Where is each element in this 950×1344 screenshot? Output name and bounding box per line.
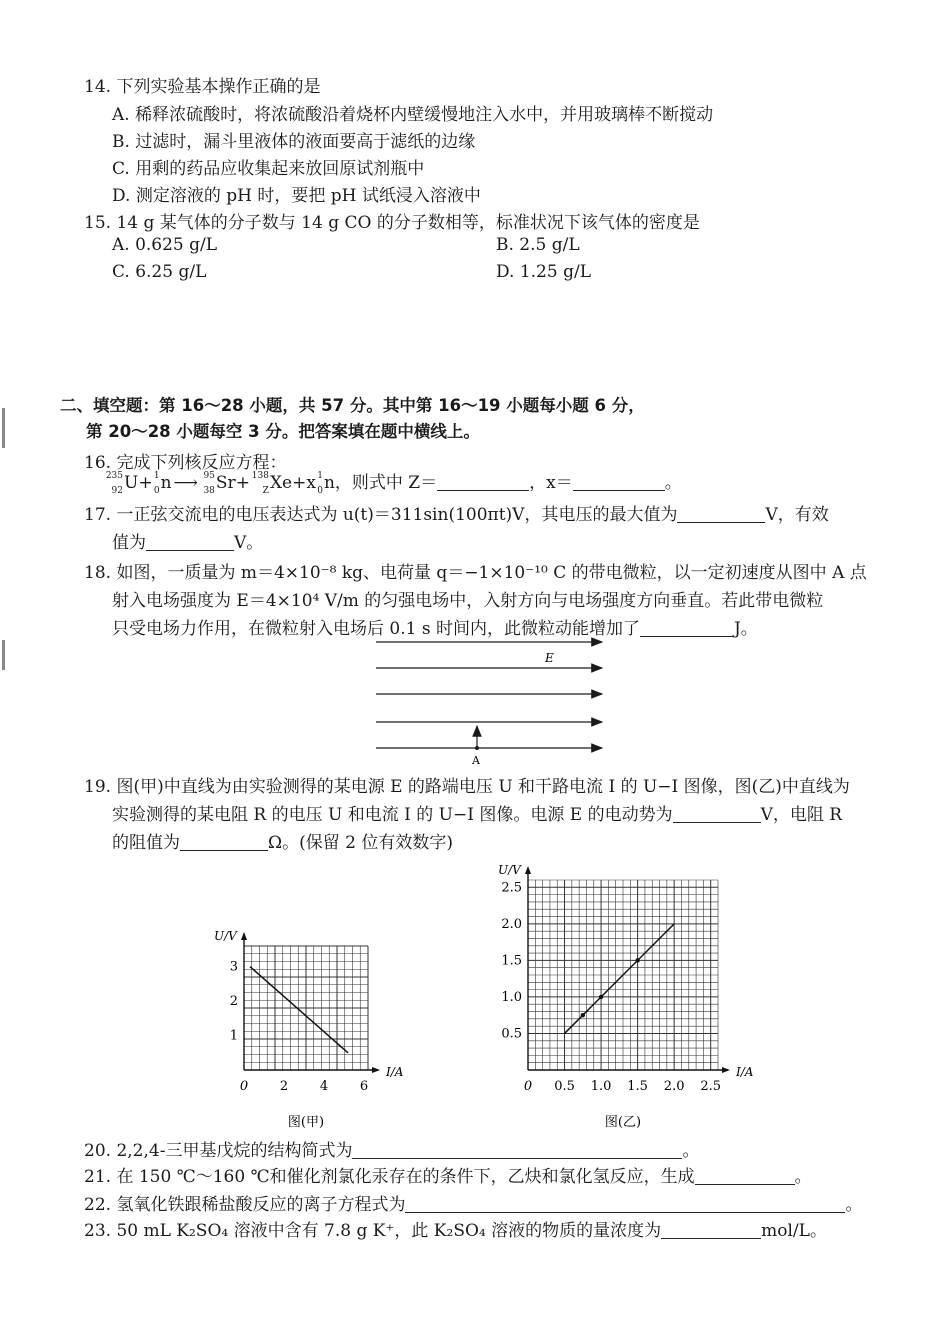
- y-tick-label: 2.0: [501, 916, 522, 932]
- q19-line2: 实验测得的某电阻 R 的电压 U 和电流 I 的 U−I 图像。电源 E 的电动势为 V，电阻 R: [112, 805, 843, 825]
- x-tick-label: 4: [319, 1079, 329, 1094]
- chart-caption: 图(甲): [287, 1115, 325, 1130]
- point-label-a: A: [472, 754, 480, 767]
- scan-edge-mark: [2, 408, 5, 448]
- q14-option-d: D. 测定溶液的 pH 时，要把 pH 试纸浸入溶液中: [112, 186, 481, 206]
- q14-option-a: A. 稀释浓硫酸时，将浓硫酸沿着烧杯内壁缓慢地注入水中，并用玻璃棒不断搅动: [112, 105, 714, 125]
- answer-blank-product[interactable]: [695, 1166, 795, 1185]
- x-tick-label: 0.5: [554, 1079, 575, 1094]
- y-tick-label: 1.5: [501, 953, 522, 969]
- y-tick-label: 3: [229, 959, 238, 975]
- x-tick-label: 1.5: [627, 1079, 648, 1094]
- sr-nucleon-numbers: 95 38: [203, 470, 215, 496]
- data-point: [599, 995, 603, 999]
- q17-line1: 17. 一正弦交流电的电压表达式为 u(t)＝311sin(100πt)V，其电压的最大值为 V，有效: [84, 505, 829, 525]
- y-tick-label: 1.0: [501, 989, 522, 1005]
- q15-option-a: A. 0.625 g/L: [112, 235, 218, 255]
- y-tick-label: 1: [229, 1028, 238, 1044]
- answer-blank-emf[interactable]: [673, 804, 761, 823]
- series-line: [250, 967, 348, 1053]
- series-line: [565, 924, 675, 1034]
- answer-blank-x[interactable]: [573, 472, 665, 491]
- x-tick-label: 0: [523, 1079, 533, 1094]
- section2-heading-line1: 二、填空题：第 16～28 小题，共 57 分。其中第 16～19 小题每小题 6 分，: [60, 396, 645, 415]
- answer-blank-ionic-equation[interactable]: [405, 1194, 845, 1213]
- q18-line3: 只受电场力作用，在微粒射入电场后 0.1 s 时间内，此微粒动能增加了 J。: [112, 619, 758, 639]
- answer-blank-structure[interactable]: [352, 1140, 682, 1159]
- q17-line2: 值为 V。: [112, 533, 264, 553]
- y-tick-label: 0.5: [501, 1026, 522, 1042]
- x-tick-label: 6: [359, 1079, 369, 1094]
- x-tick-label: 2.0: [663, 1079, 685, 1094]
- n-nucleon-numbers: 1 0: [153, 470, 160, 496]
- answer-blank-kinetic-energy[interactable]: [640, 618, 734, 637]
- q14-option-c: C. 用剩的药品应收集起来放回原试剂瓶中: [112, 159, 425, 179]
- x-axis-arrow: [372, 1067, 380, 1073]
- chart-jia: [200, 920, 404, 1134]
- u-nucleon-numbers: 235 92: [105, 470, 123, 496]
- q15-stem: 15. 14 g 某气体的分子数与 14 g CO 的分子数相等，标准状况下该气体的密度是: [84, 213, 700, 233]
- q18-line2: 射入电场强度为 E＝4×10⁴ V/m 的匀强电场中，入射方向与电场强度方向垂直。若此带电微粒: [112, 591, 824, 611]
- field-label-e: E: [545, 651, 554, 665]
- answer-blank-rms-voltage[interactable]: [146, 532, 234, 551]
- q16-equation: 235 92 U+ 1 0 n ⟶ 95 38 Sr+ 138 Z Xe+x 1 0 n，则式中 Z＝ ，x＝ 。: [105, 470, 682, 496]
- answer-blank-concentration[interactable]: [661, 1220, 761, 1239]
- data-point: [581, 1013, 585, 1017]
- x-tick-label: 1.0: [590, 1079, 612, 1094]
- y-tick-label: 2.5: [501, 880, 522, 896]
- q15-option-d: D. 1.25 g/L: [496, 262, 591, 282]
- x-tick-label: 2.5: [700, 1079, 722, 1094]
- y-axis-arrow: [525, 866, 531, 874]
- reaction-arrow: ⟶: [173, 473, 198, 493]
- section2-heading-line2: 第 20～28 小题每空 3 分。把答案填在题中横线上。: [86, 422, 480, 441]
- x-tick-label: 2: [279, 1079, 289, 1094]
- answer-blank-resistance[interactable]: [180, 832, 268, 851]
- xe-nucleon-numbers: 138 Z: [251, 470, 269, 496]
- answer-blank-z[interactable]: [437, 472, 529, 491]
- q18-line1: 18. 如图，一质量为 m＝4×10⁻⁸ kg、电荷量 q＝−1×10⁻¹⁰ C 的带电微粒，以一定初速度从图中 A 点: [84, 563, 867, 583]
- point-a: [475, 746, 479, 750]
- chart-caption: 图(乙): [604, 1115, 642, 1130]
- q16-stem: 16. 完成下列核反应方程：: [84, 453, 287, 473]
- q15-option-c: C. 6.25 g/L: [112, 262, 207, 282]
- y-axis-arrow: [241, 932, 247, 940]
- q15-option-b: B. 2.5 g/L: [496, 235, 580, 255]
- q14-option-b: B. 过滤时，漏斗里液体的液面要高于滤纸的边缘: [112, 132, 476, 152]
- data-point: [635, 958, 639, 962]
- q14-stem: 14. 下列实验基本操作正确的是: [84, 77, 321, 97]
- chart-yi: [488, 850, 778, 1134]
- q19-line1: 19. 图(甲)中直线为由实验测得的某电源 E 的路端电压 U 和干路电流 I 的 U−I 图像，图(乙)中直线为: [84, 777, 850, 797]
- q21: 21. 在 150 ℃～160 ℃和催化剂氯化汞存在的条件下，乙炔和氯化氢反应，生成 。: [84, 1167, 812, 1187]
- x-axis-label: I/A: [736, 1065, 754, 1079]
- y-tick-label: 2: [229, 994, 238, 1010]
- q23: 23. 50 mL K₂SO₄ 溶液中含有 7.8 g K⁺，此 K₂SO₄ 溶液的物质的量浓度为 mol/L。: [84, 1221, 827, 1241]
- n2-nucleon-numbers: 1 0: [317, 470, 323, 496]
- y-axis-label: U/V: [214, 929, 237, 943]
- q20: 20. 2,2,4-三甲基戊烷的结构简式为 。: [84, 1141, 700, 1161]
- x-axis-label: I/A: [386, 1065, 404, 1079]
- electric-field-diagram: [370, 632, 610, 770]
- answer-blank-max-voltage[interactable]: [677, 504, 765, 523]
- q19-line3: 的阻值为 Ω。(保留 2 位有效数字): [112, 833, 453, 853]
- q22: 22. 氢氧化铁跟稀盐酸反应的离子方程式为 。: [84, 1195, 863, 1215]
- x-axis-arrow: [722, 1067, 730, 1073]
- y-axis-label: U/V: [498, 863, 521, 877]
- x-tick-label: 0: [239, 1079, 249, 1094]
- scan-edge-mark: [2, 640, 5, 670]
